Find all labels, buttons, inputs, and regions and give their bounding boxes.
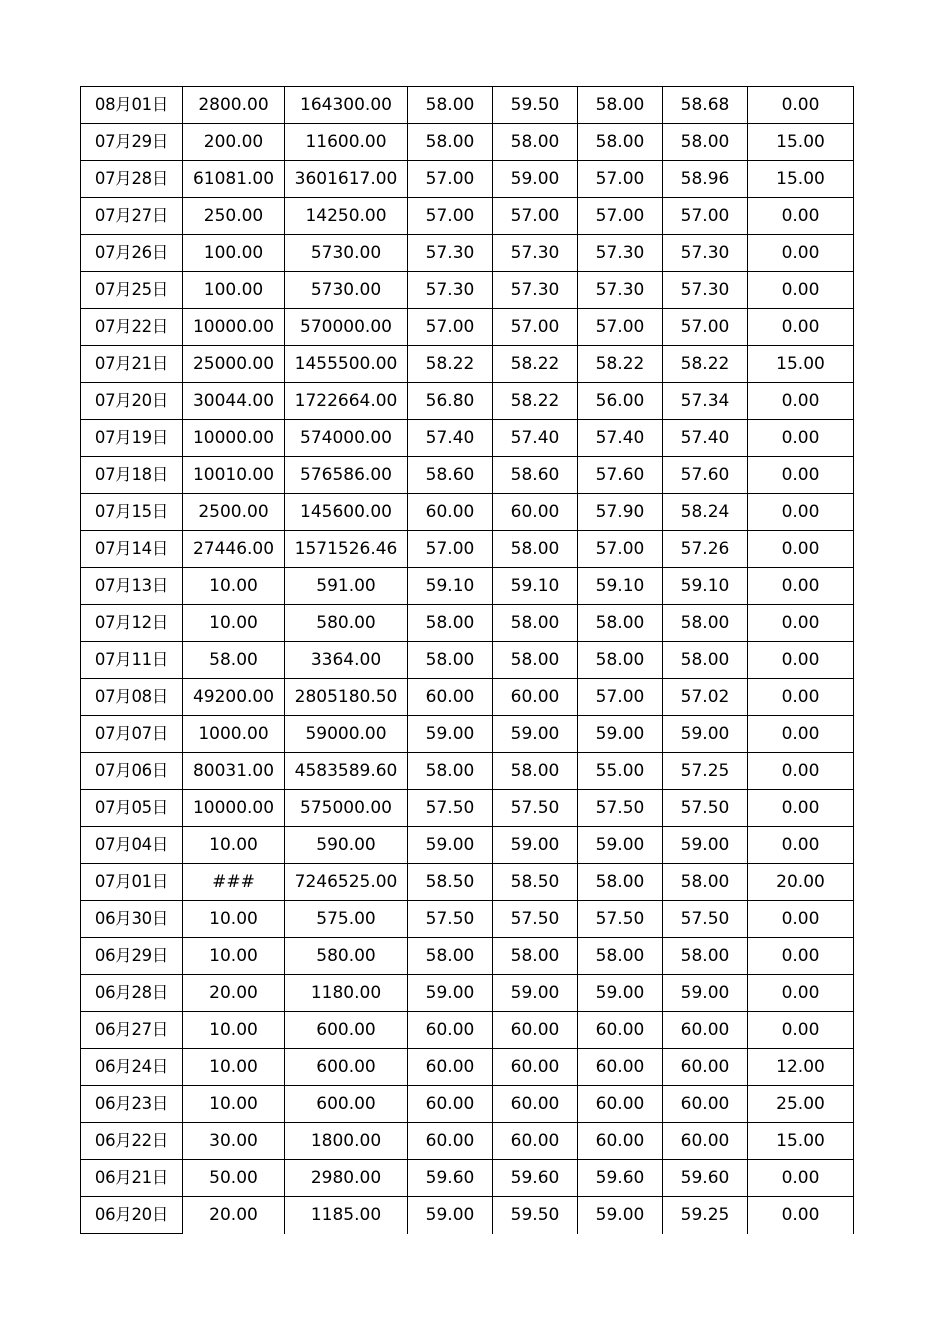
date-cell: 07月19日 [81, 420, 183, 457]
date-cell: 07月04日 [81, 827, 183, 864]
date-cell: 07月13日 [81, 568, 183, 605]
open-cell: 57.00 [408, 198, 493, 235]
volume-cell: 61081.00 [183, 161, 285, 198]
average-cell: 58.68 [663, 87, 748, 124]
average-cell: 57.34 [663, 383, 748, 420]
low-cell: 57.30 [578, 235, 663, 272]
amount-cell: 4583589.60 [285, 753, 408, 790]
average-cell: 59.00 [663, 827, 748, 864]
open-cell: 57.40 [408, 420, 493, 457]
low-cell: 57.90 [578, 494, 663, 531]
date-cell: 07月12日 [81, 605, 183, 642]
average-cell: 57.30 [663, 272, 748, 309]
high-cell: 59.60 [493, 1160, 578, 1197]
table-row [81, 1123, 854, 1160]
table-row [81, 1049, 854, 1086]
high-cell: 59.00 [493, 827, 578, 864]
date-cell: 06月24日 [81, 1049, 183, 1086]
low-cell: 59.60 [578, 1160, 663, 1197]
date-cell: 07月11日 [81, 642, 183, 679]
open-cell: 58.00 [408, 642, 493, 679]
low-cell: 57.00 [578, 161, 663, 198]
average-cell: 57.50 [663, 901, 748, 938]
table-row [81, 235, 854, 272]
table-row [81, 346, 854, 383]
table-row [81, 716, 854, 753]
high-cell: 59.50 [493, 87, 578, 124]
table-row [81, 753, 854, 790]
open-cell: 60.00 [408, 1049, 493, 1086]
amount-cell: 2805180.50 [285, 679, 408, 716]
high-cell: 60.00 [493, 1123, 578, 1160]
high-cell: 57.00 [493, 309, 578, 346]
low-cell: 60.00 [578, 1012, 663, 1049]
low-cell: 55.00 [578, 753, 663, 790]
amount-cell: 600.00 [285, 1012, 408, 1049]
volume-cell: 10000.00 [183, 420, 285, 457]
table-row [81, 457, 854, 494]
change-cell: 15.00 [748, 124, 854, 161]
low-cell: 59.00 [578, 1197, 663, 1234]
open-cell: 59.60 [408, 1160, 493, 1197]
high-cell: 58.00 [493, 605, 578, 642]
open-cell: 60.00 [408, 1086, 493, 1123]
low-cell: 60.00 [578, 1123, 663, 1160]
amount-cell: 3601617.00 [285, 161, 408, 198]
low-cell: 58.00 [578, 124, 663, 161]
volume-cell: 49200.00 [183, 679, 285, 716]
low-cell: 57.30 [578, 272, 663, 309]
amount-cell: 570000.00 [285, 309, 408, 346]
open-cell: 58.00 [408, 87, 493, 124]
open-cell: 59.00 [408, 827, 493, 864]
change-cell: 0.00 [748, 642, 854, 679]
amount-cell: 600.00 [285, 1049, 408, 1086]
amount-cell: 1185.00 [285, 1197, 408, 1234]
date-cell: 06月23日 [81, 1086, 183, 1123]
amount-cell: 576586.00 [285, 457, 408, 494]
average-cell: 59.10 [663, 568, 748, 605]
amount-cell: 1722664.00 [285, 383, 408, 420]
volume-cell: 10.00 [183, 1049, 285, 1086]
average-cell: 57.30 [663, 235, 748, 272]
date-cell: 07月01日 [81, 864, 183, 901]
table-row [81, 383, 854, 420]
open-cell: 58.00 [408, 605, 493, 642]
amount-cell: 59000.00 [285, 716, 408, 753]
open-cell: 57.00 [408, 161, 493, 198]
date-cell: 07月06日 [81, 753, 183, 790]
change-cell: 12.00 [748, 1049, 854, 1086]
average-cell: 58.00 [663, 642, 748, 679]
average-cell: 58.24 [663, 494, 748, 531]
high-cell: 57.30 [493, 235, 578, 272]
amount-cell: 11600.00 [285, 124, 408, 161]
amount-cell: 574000.00 [285, 420, 408, 457]
change-cell: 0.00 [748, 235, 854, 272]
average-cell: 59.00 [663, 716, 748, 753]
amount-cell: 1455500.00 [285, 346, 408, 383]
change-cell: 0.00 [748, 383, 854, 420]
high-cell: 60.00 [493, 1086, 578, 1123]
average-cell: 59.60 [663, 1160, 748, 1197]
change-cell: 15.00 [748, 1123, 854, 1160]
table-row [81, 1086, 854, 1123]
date-cell: 06月27日 [81, 1012, 183, 1049]
average-cell: 59.00 [663, 975, 748, 1012]
change-cell: 20.00 [748, 864, 854, 901]
table-row [81, 124, 854, 161]
volume-cell: 58.00 [183, 642, 285, 679]
change-cell: 0.00 [748, 975, 854, 1012]
low-cell: 60.00 [578, 1049, 663, 1086]
volume-cell: 10.00 [183, 901, 285, 938]
volume-cell: 50.00 [183, 1160, 285, 1197]
low-cell: 57.00 [578, 531, 663, 568]
amount-cell: 591.00 [285, 568, 408, 605]
date-cell: 06月20日 [81, 1197, 183, 1234]
volume-cell: 10.00 [183, 827, 285, 864]
open-cell: 60.00 [408, 679, 493, 716]
table-row [81, 864, 854, 901]
table-row [81, 605, 854, 642]
date-cell: 08月01日 [81, 87, 183, 124]
amount-cell: 1571526.46 [285, 531, 408, 568]
high-cell: 59.10 [493, 568, 578, 605]
date-cell: 07月27日 [81, 198, 183, 235]
change-cell: 0.00 [748, 753, 854, 790]
date-cell: 07月18日 [81, 457, 183, 494]
date-cell: 06月22日 [81, 1123, 183, 1160]
volume-cell: 80031.00 [183, 753, 285, 790]
date-cell: 07月20日 [81, 383, 183, 420]
low-cell: 58.00 [578, 605, 663, 642]
open-cell: 57.30 [408, 235, 493, 272]
high-cell: 60.00 [493, 1012, 578, 1049]
high-cell: 57.50 [493, 790, 578, 827]
table-row [81, 790, 854, 827]
low-cell: 59.10 [578, 568, 663, 605]
average-cell: 57.50 [663, 790, 748, 827]
amount-cell: 14250.00 [285, 198, 408, 235]
volume-cell: 10000.00 [183, 309, 285, 346]
date-cell: 06月30日 [81, 901, 183, 938]
change-cell: 25.00 [748, 1086, 854, 1123]
average-cell: 57.02 [663, 679, 748, 716]
change-cell: 0.00 [748, 1160, 854, 1197]
change-cell: 0.00 [748, 568, 854, 605]
high-cell: 58.00 [493, 753, 578, 790]
low-cell: 57.00 [578, 679, 663, 716]
volume-cell: 10.00 [183, 938, 285, 975]
date-cell: 07月26日 [81, 235, 183, 272]
date-cell: 06月29日 [81, 938, 183, 975]
table-row [81, 420, 854, 457]
volume-cell: ### [183, 864, 285, 901]
volume-cell: 27446.00 [183, 531, 285, 568]
low-cell: 58.22 [578, 346, 663, 383]
low-cell: 58.00 [578, 938, 663, 975]
date-cell: 07月07日 [81, 716, 183, 753]
high-cell: 57.30 [493, 272, 578, 309]
trading-table [80, 86, 854, 1234]
table-row [81, 309, 854, 346]
table-row [81, 901, 854, 938]
average-cell: 60.00 [663, 1086, 748, 1123]
open-cell: 58.00 [408, 753, 493, 790]
open-cell: 58.60 [408, 457, 493, 494]
date-cell: 07月25日 [81, 272, 183, 309]
volume-cell: 100.00 [183, 272, 285, 309]
change-cell: 15.00 [748, 346, 854, 383]
change-cell: 0.00 [748, 1012, 854, 1049]
average-cell: 60.00 [663, 1123, 748, 1160]
volume-cell: 20.00 [183, 975, 285, 1012]
amount-cell: 164300.00 [285, 87, 408, 124]
high-cell: 59.00 [493, 161, 578, 198]
average-cell: 58.96 [663, 161, 748, 198]
open-cell: 59.00 [408, 716, 493, 753]
open-cell: 60.00 [408, 1012, 493, 1049]
volume-cell: 2500.00 [183, 494, 285, 531]
date-cell: 07月05日 [81, 790, 183, 827]
volume-cell: 2800.00 [183, 87, 285, 124]
low-cell: 57.50 [578, 901, 663, 938]
average-cell: 57.26 [663, 531, 748, 568]
change-cell: 0.00 [748, 1197, 854, 1234]
low-cell: 59.00 [578, 975, 663, 1012]
change-cell: 0.00 [748, 87, 854, 124]
volume-cell: 10000.00 [183, 790, 285, 827]
average-cell: 57.25 [663, 753, 748, 790]
high-cell: 60.00 [493, 1049, 578, 1086]
amount-cell: 1800.00 [285, 1123, 408, 1160]
open-cell: 58.50 [408, 864, 493, 901]
amount-cell: 5730.00 [285, 272, 408, 309]
high-cell: 57.40 [493, 420, 578, 457]
table-body [81, 87, 854, 1234]
date-cell: 07月21日 [81, 346, 183, 383]
open-cell: 58.22 [408, 346, 493, 383]
low-cell: 60.00 [578, 1086, 663, 1123]
high-cell: 58.22 [493, 383, 578, 420]
high-cell: 58.22 [493, 346, 578, 383]
volume-cell: 10.00 [183, 605, 285, 642]
table-row [81, 568, 854, 605]
table-row [81, 679, 854, 716]
date-cell: 06月21日 [81, 1160, 183, 1197]
low-cell: 59.00 [578, 716, 663, 753]
open-cell: 57.30 [408, 272, 493, 309]
change-cell: 15.00 [748, 161, 854, 198]
high-cell: 58.60 [493, 457, 578, 494]
high-cell: 60.00 [493, 494, 578, 531]
volume-cell: 1000.00 [183, 716, 285, 753]
amount-cell: 575000.00 [285, 790, 408, 827]
low-cell: 57.00 [578, 198, 663, 235]
change-cell: 0.00 [748, 605, 854, 642]
volume-cell: 100.00 [183, 235, 285, 272]
high-cell: 59.50 [493, 1197, 578, 1234]
date-cell: 07月08日 [81, 679, 183, 716]
date-cell: 06月28日 [81, 975, 183, 1012]
low-cell: 58.00 [578, 87, 663, 124]
open-cell: 58.00 [408, 124, 493, 161]
table-row [81, 272, 854, 309]
volume-cell: 30.00 [183, 1123, 285, 1160]
open-cell: 57.00 [408, 531, 493, 568]
change-cell: 0.00 [748, 272, 854, 309]
average-cell: 60.00 [663, 1049, 748, 1086]
open-cell: 59.10 [408, 568, 493, 605]
table-row [81, 494, 854, 531]
high-cell: 59.00 [493, 975, 578, 1012]
open-cell: 60.00 [408, 494, 493, 531]
volume-cell: 200.00 [183, 124, 285, 161]
table-row [81, 827, 854, 864]
average-cell: 58.00 [663, 124, 748, 161]
amount-cell: 1180.00 [285, 975, 408, 1012]
table-row [81, 938, 854, 975]
change-cell: 0.00 [748, 679, 854, 716]
average-cell: 59.25 [663, 1197, 748, 1234]
high-cell: 58.50 [493, 864, 578, 901]
high-cell: 57.00 [493, 198, 578, 235]
change-cell: 0.00 [748, 457, 854, 494]
change-cell: 0.00 [748, 901, 854, 938]
open-cell: 60.00 [408, 1123, 493, 1160]
low-cell: 57.40 [578, 420, 663, 457]
change-cell: 0.00 [748, 531, 854, 568]
open-cell: 59.00 [408, 975, 493, 1012]
date-cell: 07月28日 [81, 161, 183, 198]
volume-cell: 10.00 [183, 568, 285, 605]
average-cell: 58.00 [663, 938, 748, 975]
amount-cell: 5730.00 [285, 235, 408, 272]
table-row [81, 1012, 854, 1049]
amount-cell: 580.00 [285, 938, 408, 975]
average-cell: 58.22 [663, 346, 748, 383]
high-cell: 57.50 [493, 901, 578, 938]
change-cell: 0.00 [748, 716, 854, 753]
change-cell: 0.00 [748, 309, 854, 346]
average-cell: 57.00 [663, 309, 748, 346]
low-cell: 58.00 [578, 864, 663, 901]
volume-cell: 250.00 [183, 198, 285, 235]
low-cell: 57.00 [578, 309, 663, 346]
volume-cell: 25000.00 [183, 346, 285, 383]
open-cell: 59.00 [408, 1197, 493, 1234]
change-cell: 0.00 [748, 494, 854, 531]
change-cell: 0.00 [748, 827, 854, 864]
date-cell: 07月22日 [81, 309, 183, 346]
low-cell: 57.50 [578, 790, 663, 827]
date-cell: 07月14日 [81, 531, 183, 568]
table-row [81, 161, 854, 198]
open-cell: 57.50 [408, 901, 493, 938]
amount-cell: 3364.00 [285, 642, 408, 679]
high-cell: 59.00 [493, 716, 578, 753]
change-cell: 0.00 [748, 198, 854, 235]
low-cell: 59.00 [578, 827, 663, 864]
amount-cell: 145600.00 [285, 494, 408, 531]
table-row [81, 198, 854, 235]
high-cell: 58.00 [493, 642, 578, 679]
amount-cell: 600.00 [285, 1086, 408, 1123]
date-cell: 07月15日 [81, 494, 183, 531]
amount-cell: 2980.00 [285, 1160, 408, 1197]
open-cell: 56.80 [408, 383, 493, 420]
volume-cell: 10010.00 [183, 457, 285, 494]
high-cell: 58.00 [493, 124, 578, 161]
average-cell: 57.00 [663, 198, 748, 235]
spreadsheet-page [80, 86, 854, 1234]
date-cell: 07月29日 [81, 124, 183, 161]
average-cell: 58.00 [663, 864, 748, 901]
volume-cell: 30044.00 [183, 383, 285, 420]
low-cell: 57.60 [578, 457, 663, 494]
open-cell: 57.00 [408, 309, 493, 346]
table-row [81, 531, 854, 568]
volume-cell: 10.00 [183, 1012, 285, 1049]
open-cell: 57.50 [408, 790, 493, 827]
volume-cell: 20.00 [183, 1197, 285, 1234]
change-cell: 0.00 [748, 420, 854, 457]
amount-cell: 575.00 [285, 901, 408, 938]
average-cell: 57.60 [663, 457, 748, 494]
open-cell: 58.00 [408, 938, 493, 975]
amount-cell: 590.00 [285, 827, 408, 864]
low-cell: 58.00 [578, 642, 663, 679]
average-cell: 60.00 [663, 1012, 748, 1049]
table-row [81, 1160, 854, 1197]
table-row [81, 975, 854, 1012]
change-cell: 0.00 [748, 938, 854, 975]
table-row [81, 1197, 854, 1234]
high-cell: 58.00 [493, 938, 578, 975]
amount-cell: 7246525.00 [285, 864, 408, 901]
average-cell: 57.40 [663, 420, 748, 457]
volume-cell: 10.00 [183, 1086, 285, 1123]
table-row [81, 87, 854, 124]
high-cell: 60.00 [493, 679, 578, 716]
table-row [81, 642, 854, 679]
low-cell: 56.00 [578, 383, 663, 420]
high-cell: 58.00 [493, 531, 578, 568]
amount-cell: 580.00 [285, 605, 408, 642]
change-cell: 0.00 [748, 790, 854, 827]
average-cell: 58.00 [663, 605, 748, 642]
